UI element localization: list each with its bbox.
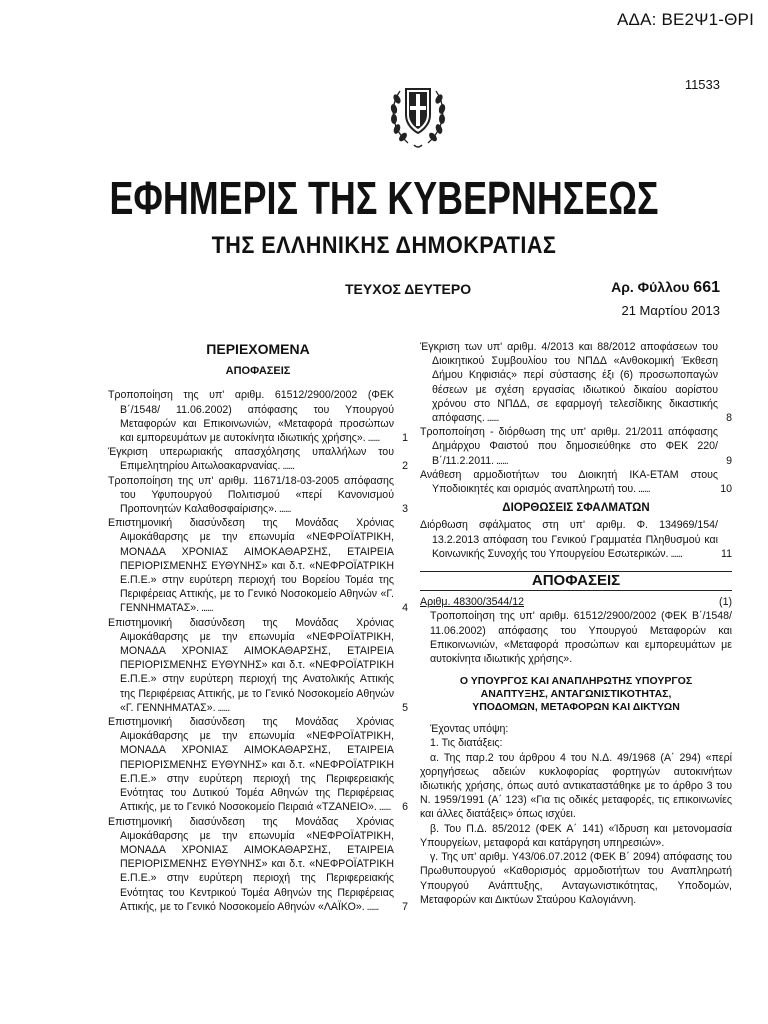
toc-left-item-page: 3 (402, 503, 408, 516)
toc-right-item-text: Έγκριση των υπ' αριθμ. 4/2013 και 88/2012 αποφάσεων του Διοικητικού Συμβουλίου του ΝΠΔΔ «Ανθοκομική Έκθεση Δήμου Κηφισιάς» περί σύστασης έξι (6) προσωποπαγών θέσεων με σχέση εργασίας ιδιωτικού δικαίου αορίστου χρόνου στο ΝΠΔΔ, σε εφαρμογή τελεσίδικης δικαστικής απόφασης. (420, 341, 718, 425)
toc-list-left (108, 388, 408, 914)
toc-left-item (108, 616, 408, 715)
toc-left-item-page: 7 (402, 900, 408, 913)
toc-right-item-text: Ανάθεση αρμοδιοτήτων του Διοικητή ΙΚΑ-ΕΤΑΜ στους Υποδιοικητές και ορισμός αναπληρωτή του. (420, 468, 718, 496)
leader-dots: ...... (276, 503, 291, 516)
leader-dots: ...... (215, 701, 230, 714)
contents-heading: ΠΕΡΙΕΧΟΜΕΝΑ (206, 341, 310, 357)
paragraph-c: γ. Της υπ' αριθμ. Υ43/06.07.2012 (ΦΕΚ Β΄ 2094) απόφασης του Πρωθυπουργού «Καθορισμός αρμοδιοτήτων του Αναπληρωτή Υπουργού Ανάπτυξης, Ανταγωνιστικότητας, Υποδομών, Μεταφορών και Δικτύων Σταύρου Καλογιάννη. (420, 851, 732, 906)
toc-left-item (108, 516, 408, 615)
authority-line-2: ΑΝΑΠΤΥΞΗΣ, ΑΝΤΑΓΩΝΙΣΤΙΚΟΤΗΤΑΣ, (480, 688, 672, 701)
issue-label: ΤΕΥΧΟΣ ΔΕΥΤΕΡΟ (345, 281, 472, 297)
sheet-label: Αρ. Φύλλου (611, 279, 690, 295)
leader-dots: ...... (484, 412, 499, 425)
toc-left-item (108, 815, 408, 914)
toc-left-item (108, 474, 408, 517)
authority-line-3: ΥΠΟΔΟΜΩΝ, ΜΕΤΑΦΟΡΩΝ ΚΑΙ ΔΙΚΤΥΩΝ (472, 701, 680, 714)
leader-dots: ...... (364, 900, 379, 913)
corrections-heading: ΔΙΟΡΘΩΣΕΙΣ ΣΦΑΛΜΑΤΩΝ (502, 502, 650, 515)
contents-column (108, 340, 408, 914)
paragraph-a: α. Της παρ.2 του άρθρου 4 του Ν.Δ. 49/1968 (Α΄ 294) «περί χορηγήσεως αδειών κυκλοφορίας φορτηγών αυτοκινήτων ιδιωτικής χρήσης, όπως αυτό αντικαταστάθηκε με το άρθρο 3 του Ν. 1959/1991 (Α΄ 123) «Για τις οδικές μεταφορές, τις επικοινωνίες και άλλες διατάξεις» όπως ισχύει. (420, 751, 732, 821)
leader-dots: ...... (365, 432, 380, 445)
decision-number: Αριθμ. 48300/3544/12 (420, 596, 525, 609)
leader-dots: ...... (668, 547, 683, 560)
provisions-text: 1. Τις διατάξεις: (430, 737, 503, 750)
toc-right-item (420, 340, 732, 425)
decision-number-row (420, 595, 732, 609)
toc-right-item-page: 9 (726, 454, 732, 467)
toc-left-item (108, 445, 408, 473)
toc-right-item-text: Τροποποίηση - διόρθωση της υπ' αριθμ. 21/2011 απόφασης Δημάρχου Φαιστού που δημοσιεύθηκε στο ΦΕΚ 220/Β΄/11.2.2011. (420, 426, 718, 467)
leader-dots: ...... (636, 483, 650, 496)
considering-text: Έχοντας υπόψη: (430, 723, 509, 736)
toc-left-item (108, 388, 408, 445)
decisions-heading: ΑΠΟΦΑΣΕΙΣ (420, 571, 732, 591)
toc-left-item-page: 2 (402, 460, 408, 473)
toc-right-item-page: 10 (720, 483, 732, 496)
leader-dots: ...... (280, 460, 295, 473)
issue-date: 21 Μαρτίου 2013 (621, 303, 720, 318)
paragraph-b: β. Του Π.Δ. 85/2012 (ΦΕΚ Α΄ 141) «Ίδρυση και μετονομασία Υπουργείων, μεταφορά και κατάργηση υπηρεσιών». (420, 822, 732, 849)
decision-ref: (1) (719, 596, 732, 609)
toc-left-item-page: 1 (402, 432, 408, 445)
sheet-number (611, 279, 720, 297)
leader-dots: ...... (376, 801, 391, 814)
toc-right-item (420, 468, 732, 496)
toc-right-item-page: 8 (726, 412, 732, 425)
ada-code: ΑΔΑ: ΒΕ2Ψ1-ΘΡΙ (616, 10, 754, 29)
toc-left-item-text: Επιστημονική διασύνδεση της Μονάδας Χρόνιας Αιμοκάθαρσης με την επωνυμία «ΝΕΦΡΟΪΑΤΡΙΚΗ, ΜΟΝΑΔΑ ΧΡΟΝΙΑΣ ΑΙΜΟΚΑΘΑΡΣΗΣ, ΕΤΑΙΡΕΙΑ ΠΕΡΙΟΡΙΣΜΕΝΗΣ ΕΥΘΥΝΗΣ» και δ.τ. «ΝΕΦΡΟΪΑΤΡΙΚΗ Ε.Π.Ε.» στην ευρύτερη περιοχή του Βορείου Τομέα της Περιφέρειας Αττικής, με το Γενικό Νοσοκομείο Αθηνών «Γ. ΓΕΝΝΗΜΑΤΑΣ». (108, 517, 394, 615)
correction-item-text: Διόρθωση σφάλματος στη υπ' αριθμ. Φ. 134969/154/ 13.2.2013 απόφαση του Γενικού Γραμματέα Πληθυσμού και Κοινωνικής Συνοχής του Υπουργείου Εσωτερικών. (420, 519, 718, 560)
gazette-title: ΕΦΗΜΕΡΙΣ ΤΗΣ ΚΥΒΕΡΝΗΣΕΩΣ (109, 172, 659, 224)
decisions-subheading: ΑΠΟΦΑΣΕΙΣ (225, 365, 291, 378)
toc-left-item-text: Τροποποίηση της υπ' αριθμ. 61512/2900/2002 (ΦΕΚ Β΄/1548/ 11.06.2002) απόφασης του Υπουργού Μεταφορών και Επικοινωνιών, «Μεταφορά προσώπων και εμπορευμάτων με αυτοκίνητα ιδιωτικής χρήσης». (108, 389, 394, 445)
coat-of-arms-emblem (386, 75, 450, 151)
toc-left-item-page: 5 (402, 701, 408, 714)
sheet-number-value: 661 (693, 279, 720, 296)
toc-left-item (108, 715, 408, 814)
toc-list-right (420, 340, 732, 496)
leader-dots: ...... (494, 454, 508, 467)
corrections-list (420, 518, 732, 561)
authority-line-1: Ο ΥΠΟΥΡΓΟΣ ΚΑΙ ΑΝΑΠΛΗΡΩΤΗΣ ΥΠΟΥΡΓΟΣ (459, 675, 693, 688)
toc-left-item-page: 6 (402, 801, 408, 814)
gazette-subtitle: ΤΗΣ ΕΛΛΗΝΙΚΗΣ ΔΗΜΟΚΡΑΤΙΑΣ (211, 232, 557, 259)
right-column (420, 340, 732, 907)
correction-item-page: 11 (721, 547, 732, 560)
leader-dots: ...... (199, 602, 213, 615)
decision-summary: Τροποποίηση της υπ' αριθμ. 61512/2900/2002 (ΦΕΚ Β΄/1548/ 11.06.2002) απόφασης του Υπουργού Μεταφορών και Επικοινωνιών, «Μεταφορά προσώπων και εμπορευμάτων με αυτοκίνητα ιδιωτικής χρήσης». (430, 610, 732, 666)
toc-left-item-text: Επιστημονική διασύνδεση της Μονάδας Χρόνιας Αιμοκάθαρσης με την επωνυμία «ΝΕΦΡΟΪΑΤΡΙΚΗ, ΜΟΝΑΔΑ ΧΡΟΝΙΑΣ ΑΙΜΟΚΑΘΑΡΣΗΣ, ΕΤΑΙΡΕΙΑ ΠΕΡΙΟΡΙΣΜΕΝΗΣ ΕΥΘΥΝΗΣ» και δ.τ. «ΝΕΦΡΟΪΑΤΡΙΚΗ Ε.Π.Ε.» στην ευρύτερη περιοχή της Περιφερειακής Ενότητας του Δυτικού Τομέα Αθηνών της Περιφέρειας Αττικής, με το Γενικό Νοσοκομείο Πειραιά «ΤΖΑΝΕΙΟ». (108, 716, 394, 814)
correction-item (420, 518, 732, 561)
toc-right-item (420, 425, 732, 468)
toc-left-item-text: Τροποποίηση της υπ' αριθμ. 11671/18-03-2005 απόφασης του Υφυπουργού Πολιτισμού «περί Κανονισμού Προπονητών Καλαθοσφαίρισης». (108, 474, 394, 516)
toc-left-item-text: Επιστημονική διασύνδεση της Μονάδας Χρόνιας Αιμοκάθαρσης με την επωνυμία «ΝΕΦΡΟΪΑΤΡΙΚΗ, ΜΟΝΑΔΑ ΧΡΟΝΙΑΣ ΑΙΜΟΚΑΘΑΡΣΗΣ, ΕΤΑΙΡΕΙΑ ΠΕΡΙΟΡΙΣΜΕΝΗΣ ΕΥΘΥΝΗΣ» και δ.τ. «ΝΕΦΡΟΪΑΤΡΙΚΗ Ε.Π.Ε.» στην ευρύτερη περιοχή της Ανατολικής Αττικής της Περιφέρειας Αττικής, με το Γενικό Νοσοκομείο Αθηνών «Γ. ΓΕΝΝΗΜΑΤΑΣ». (108, 616, 394, 714)
toc-left-item-text: Έγκριση υπερωριακής απασχόλησης υπαλλήλων του Επιμελητηρίου Αιτωλοακαρνανίας. (108, 446, 394, 473)
toc-left-item-page: 4 (402, 602, 408, 615)
page-number: 11533 (684, 77, 720, 92)
toc-left-item-text: Επιστημονική διασύνδεση της Μονάδας Χρόνιας Αιμοκάθαρσης με την επωνυμία «ΝΕΦΡΟΪΑΤΡΙΚΗ, ΜΟΝΑΔΑ ΧΡΟΝΙΑΣ ΑΙΜΟΚΑΘΑΡΣΗΣ, ΕΤΑΙΡΕΙΑ ΠΕΡΙΟΡΙΣΜΕΝΗΣ ΕΥΘΥΝΗΣ» και δ.τ. «ΝΕΦΡΟΪΑΤΡΙΚΗ Ε.Π.Ε.» στην ευρύτερη περιοχή της Περιφερειακής Ενότητας του Κεντρικού Τομέα Αθηνών της Περιφέρειας Αττικής, με το Γενικό Νοσοκομείο Αθηνών «ΛΑΪΚΟ». (108, 815, 394, 913)
